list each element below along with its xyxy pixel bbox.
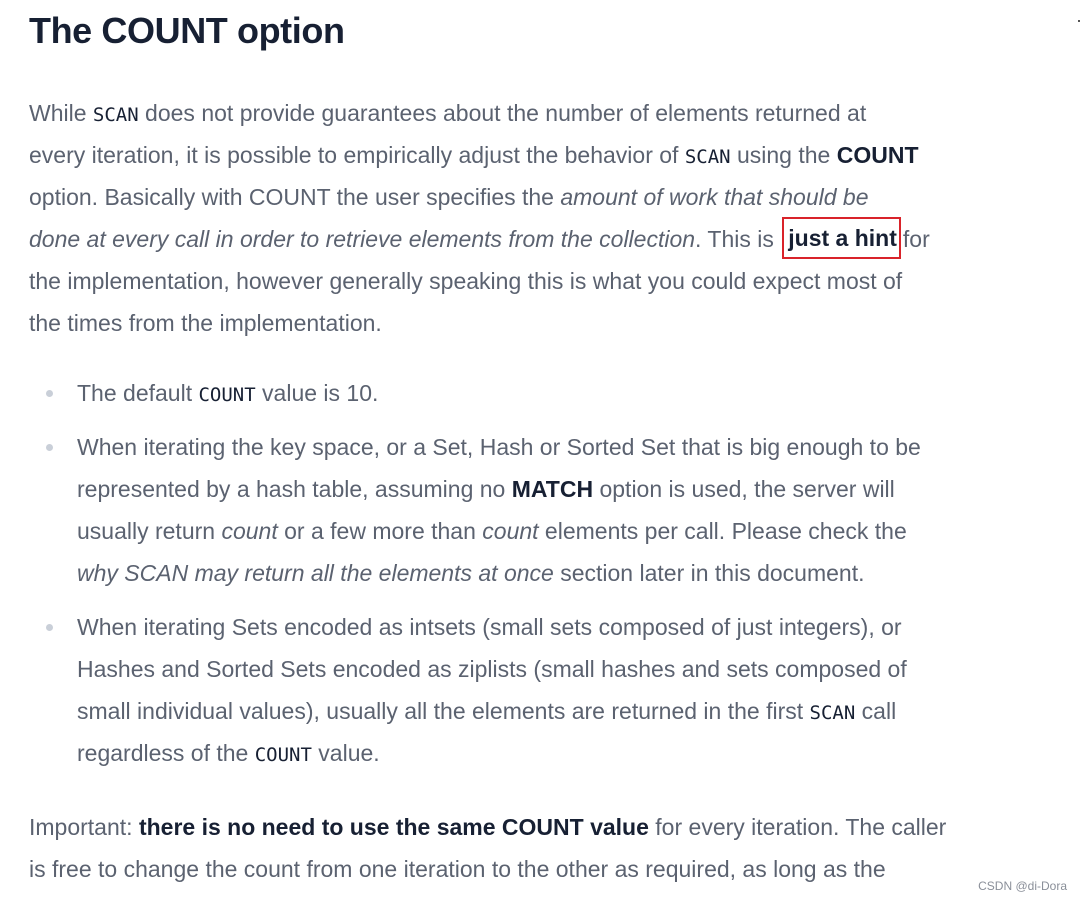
italic-phrase: why SCAN may return all the elements at once [77, 560, 554, 586]
text-line [29, 218, 1019, 260]
highlighted-hint: just a hint [782, 217, 901, 259]
text-run: elements per call. Please check the [538, 518, 907, 544]
text-line [29, 134, 1019, 176]
bullet-dot [46, 390, 53, 397]
text-run: . This is [695, 226, 781, 252]
text-run: option is used, the server will [593, 476, 895, 502]
text-line [77, 468, 1029, 510]
list-item [29, 372, 1029, 414]
bullet-list [29, 372, 1029, 786]
text-run: represented by a hash table, assuming no [77, 476, 512, 502]
text-run: The default [77, 380, 199, 406]
text-line [77, 510, 1029, 552]
text-run: Important: [29, 814, 139, 840]
text-run: value. [311, 740, 380, 766]
text-line [77, 648, 1029, 690]
list-item [29, 426, 1029, 594]
inline-code-scan: SCAN [809, 702, 856, 724]
text-line [77, 372, 1029, 414]
text-run: option. Basically with COUNT the user specifies the [29, 184, 561, 210]
bullet-dot [46, 624, 53, 631]
section-heading: The COUNT option [29, 10, 345, 51]
text-run: for every iteration. The caller [648, 814, 947, 840]
italic-count: count [482, 518, 539, 544]
bullet-dot [46, 444, 53, 451]
text-run: does not provide guarantees about the number of elements returned at [138, 100, 867, 126]
bold-count: COUNT [836, 142, 919, 168]
inline-code-count: COUNT [254, 744, 312, 766]
corner-dot [1078, 20, 1080, 22]
watermark: CSDN @di-Dora [978, 879, 1067, 893]
italic-phrase: amount of work that should be [560, 184, 869, 210]
text-line [29, 806, 1019, 848]
text-run: is free to change the count from one iteration to the other as required, as long as the [29, 856, 886, 882]
bold-phrase: there is no need to use the same COUNT value [138, 814, 649, 840]
inline-code-scan: SCAN [684, 146, 731, 168]
text-line [77, 426, 1029, 468]
paragraph-intro [29, 92, 1019, 344]
text-line [77, 690, 1029, 732]
text-run: section later in this document. [553, 560, 865, 586]
text-run: for [902, 226, 930, 252]
text-run: every iteration, it is possible to empirically adjust the behavior of [29, 142, 685, 168]
text-run: or a few more than [277, 518, 483, 544]
text-line [29, 302, 1019, 344]
inline-code-scan: SCAN [92, 104, 139, 126]
text-run: the times from the implementation. [29, 310, 382, 336]
text-run: usually return [77, 518, 222, 544]
text-run: When iterating the key space, or a Set, Hash or Sorted Set that is big enough to be [77, 434, 921, 460]
list-item [29, 606, 1029, 774]
text-line [29, 176, 1019, 218]
text-line [77, 552, 1029, 594]
text-run: call [855, 698, 897, 724]
text-run: regardless of the [77, 740, 255, 766]
text-run: value is 10. [255, 380, 379, 406]
text-run: When iterating Sets encoded as intsets (small sets composed of just integers), or [77, 614, 902, 640]
text-line [77, 732, 1029, 774]
text-line [29, 260, 1019, 302]
paragraph-important [29, 806, 1019, 890]
text-run: small individual values), usually all the elements are returned in the first [77, 698, 810, 724]
bold-match: MATCH [511, 476, 594, 502]
text-line [29, 92, 1019, 134]
italic-count: count [221, 518, 278, 544]
inline-code-count: COUNT [198, 384, 256, 406]
text-line [77, 606, 1029, 648]
text-run: using the [730, 142, 837, 168]
text-run: While [29, 100, 93, 126]
text-line [29, 848, 1019, 890]
text-run: the implementation, however generally speaking this is what you could expect most of [29, 268, 903, 294]
italic-phrase: done at every call in order to retrieve elements from the collection [29, 226, 696, 252]
text-run: Hashes and Sorted Sets encoded as ziplists (small hashes and sets composed of [77, 656, 907, 682]
